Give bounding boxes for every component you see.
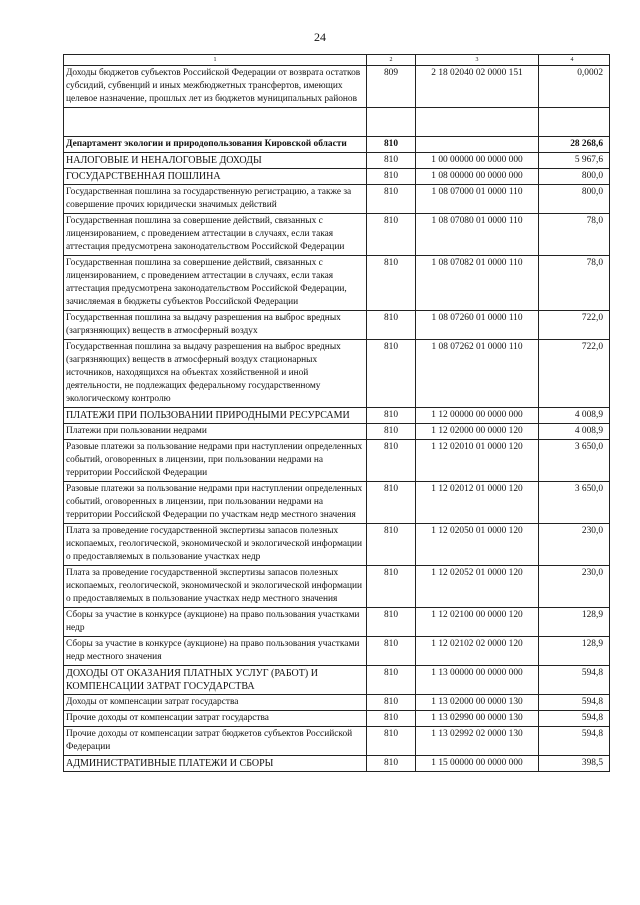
row-admin-code: 810 bbox=[367, 153, 416, 169]
row-amount: 128,9 bbox=[539, 608, 610, 637]
row-classification-code: 1 13 02992 02 0000 130 bbox=[416, 727, 539, 756]
row-name: Государственная пошлина за совершение действий, связанных с лицензированием, с проведением аттестации в случаях, если такая аттестация предусмотрена законодательством Российской Федерации bbox=[64, 214, 367, 256]
row-name: Государственная пошлина за государственную регистрацию, а также за совершение прочих юридически значимых действий bbox=[64, 185, 367, 214]
table-row-department bbox=[64, 137, 610, 153]
row-admin-code: 810 bbox=[367, 214, 416, 256]
row-name: ПЛАТЕЖИ ПРИ ПОЛЬЗОВАНИИ ПРИРОДНЫМИ РЕСУРСАМИ bbox=[64, 408, 367, 424]
row-admin-code: 810 bbox=[367, 695, 416, 711]
table-row bbox=[64, 637, 610, 666]
table-row bbox=[64, 482, 610, 524]
row-classification-code: 1 08 00000 00 0000 000 bbox=[416, 169, 539, 185]
row-amount: 800,0 bbox=[539, 169, 610, 185]
table-row bbox=[64, 408, 610, 424]
row-admin-code: 810 bbox=[367, 756, 416, 772]
table-row bbox=[64, 756, 610, 772]
row-admin-code: 810 bbox=[367, 256, 416, 311]
row-name: Сборы за участие в конкурсе (аукционе) на право пользования участками недр bbox=[64, 608, 367, 637]
row-classification-code: 1 13 02990 00 0000 130 bbox=[416, 711, 539, 727]
table-row bbox=[64, 695, 610, 711]
row-classification-code: 1 12 02102 02 0000 120 bbox=[416, 637, 539, 666]
row-admin-code: 810 bbox=[367, 666, 416, 695]
row-name: Доходы от компенсации затрат государства bbox=[64, 695, 367, 711]
table-row bbox=[64, 424, 610, 440]
row-amount: 722,0 bbox=[539, 311, 610, 340]
row-admin-code: 810 bbox=[367, 408, 416, 424]
table-row bbox=[64, 214, 610, 256]
row-admin-code: 810 bbox=[367, 137, 416, 153]
row-name: Сборы за участие в конкурсе (аукционе) на право пользования участками недр местного значения bbox=[64, 637, 367, 666]
table-row bbox=[64, 440, 610, 482]
table-row bbox=[64, 66, 610, 108]
row-admin-code: 810 bbox=[367, 608, 416, 637]
row-amount: 398,5 bbox=[539, 756, 610, 772]
row-amount: 5 967,6 bbox=[539, 153, 610, 169]
table-row bbox=[64, 256, 610, 311]
row-classification-code: 1 13 00000 00 0000 000 bbox=[416, 666, 539, 695]
row-amount: 594,8 bbox=[539, 711, 610, 727]
row-admin-code bbox=[367, 108, 416, 137]
table-row bbox=[64, 727, 610, 756]
row-name: Прочие доходы от компенсации затрат государства bbox=[64, 711, 367, 727]
row-admin-code: 810 bbox=[367, 340, 416, 408]
row-amount: 800,0 bbox=[539, 185, 610, 214]
row-admin-code: 810 bbox=[367, 637, 416, 666]
row-name: Государственная пошлина за совершение действий, связанных с лицензированием, с проведением аттестации в случаях, если такая аттестация предусмотрена законодательством Российской Федерации, зачисляемая в бюджеты субъектов Российской Федерации bbox=[64, 256, 367, 311]
row-name: ДОХОДЫ ОТ ОКАЗАНИЯ ПЛАТНЫХ УСЛУГ (РАБОТ) И КОМПЕНСАЦИИ ЗАТРАТ ГОСУДАРСТВА bbox=[64, 666, 367, 695]
row-name: Платежи при пользовании недрами bbox=[64, 424, 367, 440]
table-row bbox=[64, 153, 610, 169]
row-classification-code: 1 08 07260 01 0000 110 bbox=[416, 311, 539, 340]
row-name: Департамент экологии и природопользования Кировской области bbox=[64, 137, 367, 153]
row-amount: 594,8 bbox=[539, 727, 610, 756]
table-row bbox=[64, 666, 610, 695]
table-row bbox=[64, 608, 610, 637]
row-admin-code: 810 bbox=[367, 169, 416, 185]
row-admin-code: 810 bbox=[367, 482, 416, 524]
row-amount: 78,0 bbox=[539, 214, 610, 256]
row-admin-code: 810 bbox=[367, 440, 416, 482]
row-classification-code: 1 12 02052 01 0000 120 bbox=[416, 566, 539, 608]
row-classification-code: 2 18 02040 02 0000 151 bbox=[416, 66, 539, 108]
table-row-spacer bbox=[64, 108, 610, 137]
row-name: Разовые платежи за пользование недрами при наступлении определенных событий, оговоренных в лицензии, при пользовании недрами на территории Российской Федерации bbox=[64, 440, 367, 482]
row-amount: 230,0 bbox=[539, 566, 610, 608]
row-classification-code: 1 08 07262 01 0000 110 bbox=[416, 340, 539, 408]
row-name: НАЛОГОВЫЕ И НЕНАЛОГОВЫЕ ДОХОДЫ bbox=[64, 153, 367, 169]
row-amount: 230,0 bbox=[539, 524, 610, 566]
row-classification-code: 1 12 02000 00 0000 120 bbox=[416, 424, 539, 440]
row-classification-code: 1 13 02000 00 0000 130 bbox=[416, 695, 539, 711]
table-row bbox=[64, 169, 610, 185]
row-classification-code: 1 12 02050 01 0000 120 bbox=[416, 524, 539, 566]
row-admin-code: 810 bbox=[367, 727, 416, 756]
row-admin-code: 810 bbox=[367, 711, 416, 727]
row-classification-code: 1 12 02010 01 0000 120 bbox=[416, 440, 539, 482]
row-classification-code: 1 08 07080 01 0000 110 bbox=[416, 214, 539, 256]
row-admin-code: 810 bbox=[367, 311, 416, 340]
row-amount bbox=[539, 108, 610, 137]
table-row bbox=[64, 711, 610, 727]
row-name bbox=[64, 108, 367, 137]
row-amount: 78,0 bbox=[539, 256, 610, 311]
row-name: Прочие доходы от компенсации затрат бюджетов субъектов Российской Федерации bbox=[64, 727, 367, 756]
row-amount: 722,0 bbox=[539, 340, 610, 408]
row-amount: 28 268,6 bbox=[539, 137, 610, 153]
row-amount: 0,0002 bbox=[539, 66, 610, 108]
row-admin-code: 810 bbox=[367, 524, 416, 566]
column-number-4: 4 bbox=[539, 55, 610, 66]
row-admin-code: 810 bbox=[367, 424, 416, 440]
row-classification-code: 1 00 00000 00 0000 000 bbox=[416, 153, 539, 169]
table-header-row bbox=[64, 55, 610, 66]
row-admin-code: 810 bbox=[367, 185, 416, 214]
row-amount: 594,8 bbox=[539, 695, 610, 711]
revenue-table bbox=[63, 54, 610, 772]
row-name: Доходы бюджетов субъектов Российской Федерации от возврата остатков субсидий, субвенций и иных межбюджетных трансфертов, имеющих целевое назначение, прошлых лет из бюджетов муниципальных районов bbox=[64, 66, 367, 108]
row-name: АДМИНИСТРАТИВНЫЕ ПЛАТЕЖИ И СБОРЫ bbox=[64, 756, 367, 772]
row-amount: 4 008,9 bbox=[539, 408, 610, 424]
row-amount: 3 650,0 bbox=[539, 440, 610, 482]
row-name: Плата за проведение государственной экспертизы запасов полезных ископаемых, геологической, экономической и экологической информации о предоставляемых в пользование участках недр местного значения bbox=[64, 566, 367, 608]
table-row bbox=[64, 566, 610, 608]
row-amount: 128,9 bbox=[539, 637, 610, 666]
row-classification-code: 1 12 02012 01 0000 120 bbox=[416, 482, 539, 524]
row-name: Разовые платежи за пользование недрами при наступлении определенных событий, оговоренных в лицензии, при пользовании недрами на территории Российской Федерации по участкам недр местного значения bbox=[64, 482, 367, 524]
column-number-1: 1 bbox=[64, 55, 367, 66]
row-admin-code: 810 bbox=[367, 566, 416, 608]
table-row bbox=[64, 311, 610, 340]
row-amount: 3 650,0 bbox=[539, 482, 610, 524]
row-amount: 4 008,9 bbox=[539, 424, 610, 440]
row-amount: 594,8 bbox=[539, 666, 610, 695]
table-row bbox=[64, 340, 610, 408]
row-classification-code: 1 12 02100 00 0000 120 bbox=[416, 608, 539, 637]
row-admin-code: 809 bbox=[367, 66, 416, 108]
row-name: Государственная пошлина за выдачу разрешения на выброс вредных (загрязняющих) веществ в атмосферный воздух bbox=[64, 311, 367, 340]
column-number-2: 2 bbox=[367, 55, 416, 66]
table-row bbox=[64, 524, 610, 566]
row-classification-code: 1 15 00000 00 0000 000 bbox=[416, 756, 539, 772]
page-number: 24 bbox=[314, 30, 326, 44]
column-number-3: 3 bbox=[416, 55, 539, 66]
row-classification-code: 1 12 00000 00 0000 000 bbox=[416, 408, 539, 424]
row-classification-code bbox=[416, 137, 539, 153]
row-name: Плата за проведение государственной экспертизы запасов полезных ископаемых, геологической, экономической и экологической информации о предоставляемых в пользование участках недр bbox=[64, 524, 367, 566]
row-name: Государственная пошлина за выдачу разрешения на выброс вредных (загрязняющих) веществ в атмосферный воздух стационарных источников, находящихся на объектах хозяйственной и иной деятельности, не подлежащих федеральному государственному экологическому контролю bbox=[64, 340, 367, 408]
row-classification-code: 1 08 07082 01 0000 110 bbox=[416, 256, 539, 311]
row-classification-code bbox=[416, 108, 539, 137]
table-row bbox=[64, 185, 610, 214]
row-name: ГОСУДАРСТВЕННАЯ ПОШЛИНА bbox=[64, 169, 367, 185]
row-classification-code: 1 08 07000 01 0000 110 bbox=[416, 185, 539, 214]
